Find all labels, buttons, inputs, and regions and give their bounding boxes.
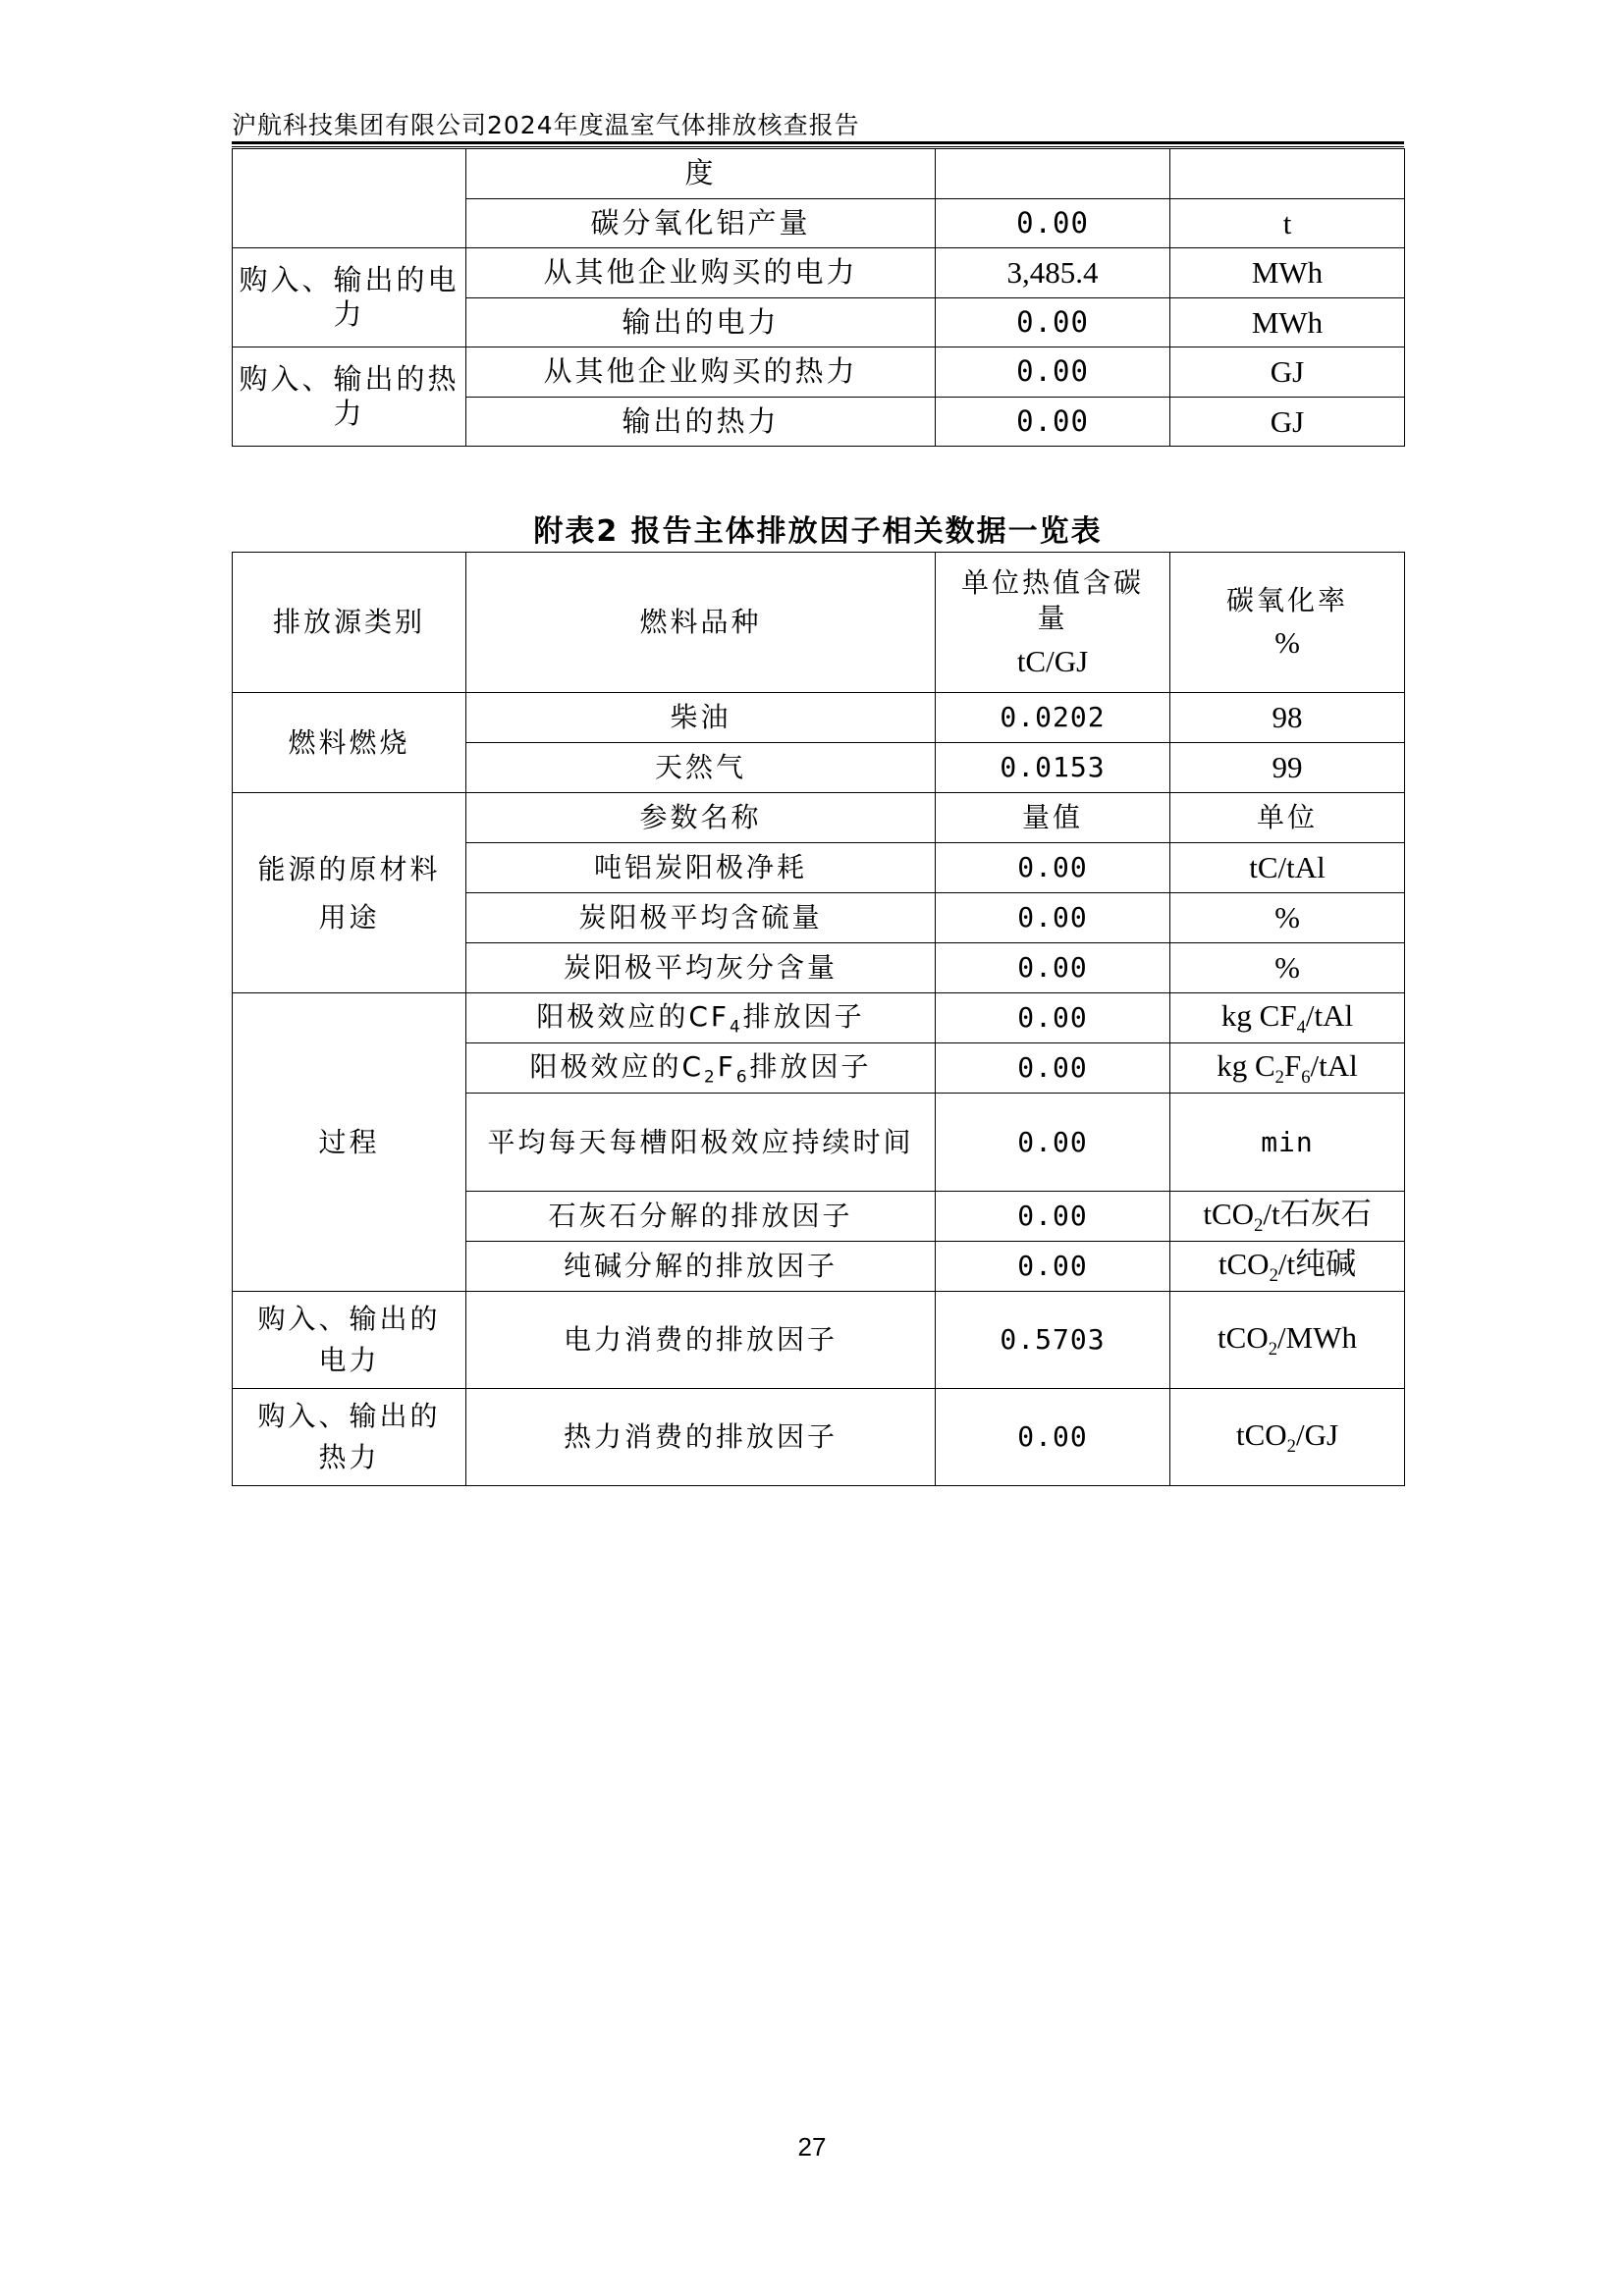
- value-cell: 3,485.4: [936, 248, 1170, 298]
- item-cell: 炭阳极平均灰分含量: [466, 943, 936, 993]
- value-cell: 0.00: [936, 1242, 1170, 1292]
- item-cell: 阳极效应的$C_2F_6$排放因子: [466, 1043, 936, 1094]
- item-cell: 从其他企业购买的热力: [466, 347, 936, 398]
- table-row: [233, 149, 1405, 199]
- unit-cell: %: [1170, 943, 1405, 993]
- table-row: [233, 1292, 1405, 1389]
- value-cell: [936, 149, 1170, 199]
- category-cell: 燃料燃烧: [233, 693, 466, 793]
- table-row: [233, 793, 1405, 843]
- category-cell: [233, 793, 466, 993]
- value-cell: 0.00: [936, 1043, 1170, 1094]
- activity-data-table-continued: [232, 148, 1405, 447]
- unit-cell: GJ: [1170, 397, 1405, 447]
- value-cell: 0.00: [936, 1389, 1170, 1486]
- item-cell: 石灰石分解的排放因子: [466, 1192, 936, 1242]
- value-cell: 0.00: [936, 297, 1170, 347]
- item-cell: 天然气: [466, 743, 936, 793]
- table-row: [233, 347, 1405, 398]
- value-cell: 0.00: [936, 993, 1170, 1043]
- item-cell: 纯碱分解的排放因子: [466, 1242, 936, 1292]
- category-cell: [233, 1389, 466, 1486]
- table-header-row: [233, 553, 1405, 693]
- item-cell: 吨铝炭阳极净耗: [466, 843, 936, 893]
- table-row: [233, 993, 1405, 1043]
- unit-cell: GJ: [1170, 347, 1405, 398]
- category-label: 购入、输出的电力: [257, 1303, 441, 1376]
- category-cell: 过程: [233, 993, 466, 1292]
- category-cell: 购入、输出的热力: [233, 347, 466, 447]
- table-row: [233, 693, 1405, 743]
- item-cell: [466, 1094, 936, 1192]
- unit-cell: tCO$_2$/t纯碱: [1170, 1242, 1405, 1292]
- header-oxidation-rate: [1170, 553, 1405, 693]
- value-cell: 0.0153: [936, 743, 1170, 793]
- value-cell: 0.00: [936, 893, 1170, 943]
- item-cell: 阳极效应的$CF_4$排放因子: [466, 993, 936, 1043]
- unit-cell: MWh: [1170, 248, 1405, 298]
- item-cell: 炭阳极平均含硫量: [466, 893, 936, 943]
- item-cell: 从其他企业购买的电力: [466, 248, 936, 298]
- unit-cell: tCO$_2$/MWh: [1170, 1292, 1405, 1389]
- category-cell: [233, 149, 466, 248]
- category-label: 能源的原材料用途: [257, 852, 441, 934]
- item-cell: 热力消费的排放因子: [466, 1389, 936, 1486]
- unit-cell: [1170, 149, 1405, 199]
- value-cell: 0.00: [936, 1094, 1170, 1192]
- item-cell: 碳分氧化铝产量: [466, 198, 936, 248]
- value-cell: 0.00: [936, 397, 1170, 447]
- value-cell: 0.0202: [936, 693, 1170, 743]
- unit-cell: tCO$_2$/t石灰石: [1170, 1192, 1405, 1242]
- header-oxidation-rate-unit: %: [1274, 625, 1300, 661]
- page-number: 27: [797, 2132, 827, 2162]
- item-label: 平均每天每槽阳极效应持续时间: [487, 1125, 914, 1158]
- header-carbon-content-label: 单位热值含碳量: [960, 566, 1144, 635]
- page-header: 沪航科技集团有限公司2024年度温室气体排放核查报告: [232, 111, 860, 139]
- item-cell: 输出的电力: [466, 297, 936, 347]
- unit-cell: 98: [1170, 693, 1405, 743]
- table-row: [233, 1389, 1405, 1486]
- item-cell: 柴油: [466, 693, 936, 743]
- unit-cell: %: [1170, 893, 1405, 943]
- table-row: [233, 248, 1405, 298]
- value-cell: 0.00: [936, 198, 1170, 248]
- unit-cell: min: [1170, 1094, 1405, 1192]
- header-rule: [232, 141, 1404, 144]
- item-cell: 输出的热力: [466, 397, 936, 447]
- category-cell: 购入、输出的电力: [233, 248, 466, 347]
- unit-cell: t: [1170, 198, 1405, 248]
- unit-cell: kg $C_2F_6$/tAl: [1170, 1043, 1405, 1094]
- unit-cell: 单位: [1170, 793, 1405, 843]
- category-cell: [233, 1292, 466, 1389]
- unit-cell: 99: [1170, 743, 1405, 793]
- emission-factor-table: [232, 552, 1405, 1486]
- value-cell: 0.5703: [936, 1292, 1170, 1389]
- unit-cell: tCO$_2$/GJ: [1170, 1389, 1405, 1486]
- unit-cell: MWh: [1170, 297, 1405, 347]
- header-carbon-content-unit: tC/GJ: [1016, 643, 1089, 678]
- header-fuel: 燃料品种: [466, 553, 936, 693]
- value-cell: 量值: [936, 793, 1170, 843]
- item-cell: 电力消费的排放因子: [466, 1292, 936, 1389]
- value-cell: 0.00: [936, 347, 1170, 398]
- value-cell: 0.00: [936, 843, 1170, 893]
- header-category: 排放源类别: [233, 553, 466, 693]
- item-cell: 度: [466, 149, 936, 199]
- header-rule-thin: [232, 146, 1404, 147]
- value-cell: 0.00: [936, 1192, 1170, 1242]
- table2-title: 附表2 报告主体排放因子相关数据一览表: [533, 514, 1103, 549]
- value-cell: 0.00: [936, 943, 1170, 993]
- category-label: 购入、输出的热力: [257, 1400, 441, 1473]
- unit-cell: tC/tAl: [1170, 843, 1405, 893]
- header-oxidation-rate-label: 碳氧化率: [1225, 583, 1348, 616]
- item-cell: 参数名称: [466, 793, 936, 843]
- header-carbon-content: [936, 553, 1170, 693]
- unit-cell: kg $CF_4$/tAl: [1170, 993, 1405, 1043]
